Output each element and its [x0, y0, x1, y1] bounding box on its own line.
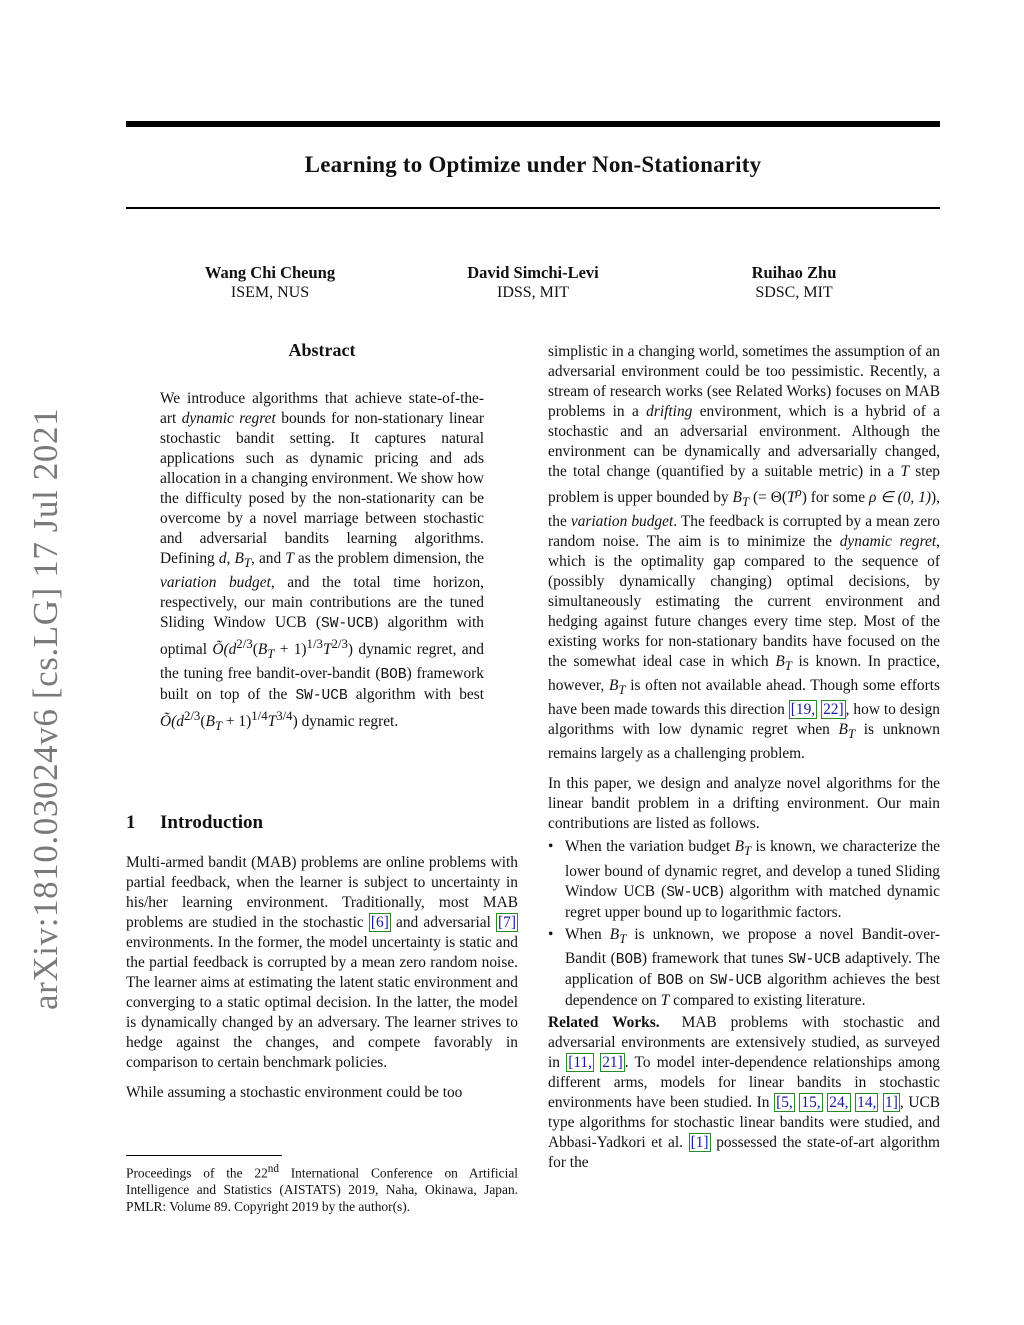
title-rule-bottom — [126, 207, 940, 209]
list-item: • When the variation budget $B_T$ is known, we characterize the lower bound of dynamic regret, and develop a tuned Sliding Window UCB (SW-UCB) algorithm with matched dynamic regret upper bound up to logarithmic factors. — [548, 838, 941, 921]
citation-link[interactable]: 21] — [602, 1053, 623, 1071]
list-item: • When $B_T$ is unknown, we propose a novel Bandit-over-Bandit (BOB) framework that tunes SW-UCB adaptively. The application of BOB on SW-UCB algorithm achieves the best dependence on T compared to existing literature. — [548, 925, 941, 1009]
intro-paragraph: Multi-armed bandit (MAB) problems are online problems with partial feedback, when the learner is subject to uncertainty in his/her learning environment. Traditionally, most MAB problems are studied in the stochastic [6] and adversarial [7] environments. In the former, the model uncertainty is static and the partial feedback is corrupted by a mean zero random noise. The learner aims at estimating the latent static environment and converging to a static optimal decision. In the latter, the model is dynamically changed by an adversary. The learner strives to hedge against the changes, and compete favorably in comparison to certain benchmark policies. — [126, 854, 518, 1071]
author-3 — [684, 262, 904, 303]
author-1 — [160, 262, 380, 303]
section-heading-introduction: 1 Introduction — [126, 812, 264, 833]
arxiv-stamp: arXiv:1810.03024v6 [cs.LG] 17 Jul 2021 — [26, 407, 65, 1010]
bullet-icon: • — [548, 838, 554, 856]
footnote: Proceedings of the 22nd International Conference on Artificial Intelligence and Statistics (AISTATS) 2019, Naha, Okinawa, Japan. PMLR: Volume 89. Copyright 2019 by the author(s). — [126, 1163, 518, 1215]
right-column — [548, 342, 940, 1173]
author-affiliation: IDSS, MIT — [496, 284, 569, 301]
intro-paragraph: While assuming a stochastic environment could be too — [126, 1084, 463, 1101]
author-affiliation: SDSC, MIT — [755, 284, 833, 301]
citation-link[interactable]: 14, — [857, 1093, 877, 1111]
intro-paragraph: simplistic in a changing world, sometimes the assumption of an adversarial environment could be too pessimistic. Recently, a stream of research works (see Related Works) focuses on MAB problems in a drifting environment, which is a hybrid of a stochastic and an adversarial environment. Although the environment can be dynamically and adversarially changed, the total change (quantified by a suitable metric) in a T step problem is upper bounded by $B_T$ (= $\Theta(T^\rho)$ for some ρ ∈ (0, 1)), the variation budget. The feedback is corrupted by a mean zero random noise. The aim is to minimize the dynamic regret, which is the optimality gap compared to the sequence of (possibly dynamically changing) optimal decisions, by simultaneously estimating the current environment and hedging against future changes every time step. Most of the existing works for non-stationary bandits have focused on the the somewhat ideal case in which $B_T$ is known. In practice, however, $B_T$ is often not available ahead. Though some efforts have been made towards this direction [19, 22] , how to design algorithms with low dynamic regret when $B_T$ is unknown remains largely as a challenging problem. — [548, 343, 940, 763]
footnote-rule — [126, 1155, 282, 1156]
citation-link[interactable]: [1] — [690, 1133, 709, 1151]
abstract-paragraph: We introduce algorithms that achieve state-of-the-art dynamic regret bounds for non-stationary linear stochastic bandit setting. It captures natural applications such as dynamic pricing and ads allocation in a changing environment. We show how the difficulty posed by the non-stationarity can be overcome by a novel marriage between stochastic and adversarial bandits learning algorithms. Defining d, $B_T$, and T as the problem dimension, the variation budget, and the total time horizon, respectively, our main contributions are the tuned Sliding Window UCB (SW-UCB) algorithm with optimal $Õ(d^{2/3}(B_T + 1)^{1/3}T^{2/3})$ dynamic regret, and the tuning free bandit-over-bandit (BOB) framework built on top of the SW-UCB algorithm with best $Õ(d^{2/3}(B_T + 1)^{1/4}T^{3/4})$ dynamic regret. — [160, 390, 484, 734]
introduction-body — [126, 853, 518, 1103]
citation-link[interactable]: [6] — [370, 914, 389, 931]
author-name: Wang Chi Cheung — [204, 263, 336, 282]
citation-link[interactable]: [5, — [776, 1093, 793, 1111]
author-2 — [423, 262, 643, 303]
citation-link[interactable]: [19, — [790, 701, 816, 719]
paper-title: Learning to Optimize under Non-Stationarity — [304, 152, 762, 177]
title-rule-top — [126, 121, 940, 127]
citation-link[interactable]: 1] — [885, 1093, 898, 1111]
intro-paragraph: In this paper, we design and analyze novel algorithms for the linear bandit problem in a drifting environment. Our main contributions are listed as follows. — [548, 775, 940, 833]
author-affiliation: ISEM, NUS — [230, 284, 310, 301]
abstract-body — [160, 389, 484, 736]
author-name: Ruihao Zhu — [751, 263, 837, 282]
citation-link[interactable]: [7] — [498, 914, 516, 931]
citation-link[interactable]: 24, — [829, 1093, 849, 1111]
author-name: David Simchi-Levi — [467, 263, 599, 282]
related-works-paragraph: Related Works. MAB problems with stochastic and adversarial environments are extensively studied, as surveyed in [11, 21] . To model inter-dependence relationships among different arms, models for linear bandits in stochastic environments have been studied. In [5, 15, 24, 14, 1] , UCB type algorithms for stochastic linear bandits were studied, and Abbasi-Yadkori et al. [1] possessed the state-of-art algorithm for the — [548, 1013, 940, 1171]
citation-link[interactable]: 15, — [801, 1093, 821, 1111]
citation-link[interactable]: 22] — [823, 701, 844, 719]
citation-link[interactable]: [11, — [568, 1053, 592, 1071]
related-works-heading: Related Works. — [548, 1013, 660, 1031]
bullet-icon: • — [548, 925, 554, 943]
contributions-list — [548, 837, 940, 1010]
abstract-heading: Abstract — [288, 340, 356, 360]
